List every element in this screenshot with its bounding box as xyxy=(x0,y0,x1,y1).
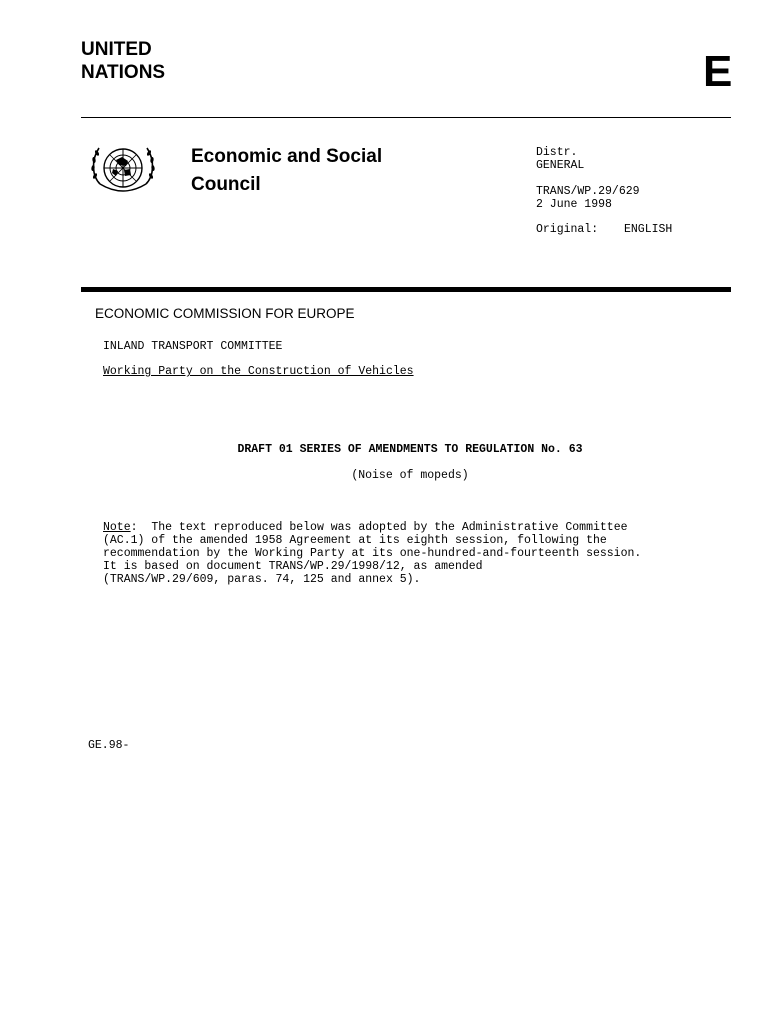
note-label: Note xyxy=(103,521,131,534)
commission-name: ECONOMIC COMMISSION FOR EUROPE xyxy=(95,306,355,321)
section-divider xyxy=(81,287,731,292)
org-name-line1: UNITED xyxy=(81,39,152,60)
note-line2: (AC.1) of the amended 1958 Agreement at its eighth session, following the xyxy=(103,534,607,547)
footer-job-code: GE.98- xyxy=(88,739,130,752)
document-date: 2 June 1998 xyxy=(536,198,612,211)
note-text-line1: : The text reproduced below was adopted by the Administrative Committee xyxy=(130,521,628,534)
note-line1 xyxy=(103,521,628,534)
document-subtitle: (Noise of mopeds) xyxy=(351,469,469,482)
council-name-line1: Economic and Social xyxy=(191,146,383,167)
note-line3: recommendation by the Working Party at its one-hundred-and-fourteenth session. xyxy=(103,547,642,560)
org-name-line2: NATIONS xyxy=(81,62,166,83)
document-title: DRAFT 01 SERIES OF AMENDMENTS TO REGULATION No. 63 xyxy=(237,443,583,456)
distr-value: GENERAL xyxy=(536,159,585,172)
original-language: ENGLISH xyxy=(624,223,673,236)
document-symbol: TRANS/WP.29/629 xyxy=(536,185,640,198)
original-label: Original: xyxy=(536,223,599,236)
distr-label: Distr. xyxy=(536,146,578,159)
un-emblem-icon xyxy=(86,138,160,202)
working-party-name: Working Party on the Construction of Vehicles xyxy=(103,365,414,378)
note-line5: (TRANS/WP.29/609, paras. 74, 125 and annex 5). xyxy=(103,573,421,586)
note-line4: It is based on document TRANS/WP.29/1998/12, as amended xyxy=(103,560,483,573)
committee-name: INLAND TRANSPORT COMMITTEE xyxy=(103,340,283,353)
council-name-line2: Council xyxy=(191,174,261,195)
header-divider xyxy=(81,117,731,118)
language-code: E xyxy=(703,47,733,96)
